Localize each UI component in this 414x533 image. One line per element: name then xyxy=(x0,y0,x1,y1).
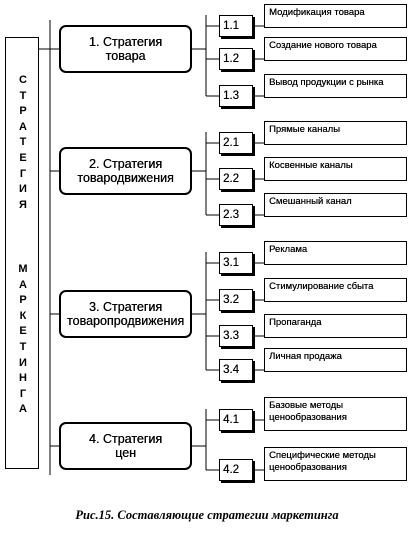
item-number-box: 2.1 xyxy=(219,132,253,154)
title-letter: Г xyxy=(19,387,27,400)
title-letter: Т xyxy=(19,89,27,102)
title-letter: И xyxy=(19,356,27,369)
strategy-label-line: товаропродвижения xyxy=(66,314,185,328)
title-letter: А xyxy=(19,120,27,133)
item-label-line: ценообразования xyxy=(269,412,347,423)
strategy-label-line: 1. Стратегия xyxy=(88,35,163,49)
title-letter: Т xyxy=(19,136,27,149)
title-letter: А xyxy=(19,403,27,416)
item-label-line: Модификация товара xyxy=(269,7,365,18)
strategy-label-line: товара xyxy=(105,49,146,63)
strategy-label-line: товародвижения xyxy=(77,171,174,185)
strategy-label-line: цен xyxy=(115,446,136,460)
item-label-line: ценообразования xyxy=(269,462,347,473)
item-number-box: 4.2 xyxy=(219,459,253,481)
strategy-promotion-box xyxy=(59,290,192,338)
item-label-line: Прямые каналы xyxy=(269,124,340,135)
strategy-price-box xyxy=(59,422,192,470)
item-number-box: 2.2 xyxy=(219,168,253,190)
title-letter: Р xyxy=(19,294,27,307)
item-label-box xyxy=(264,348,407,372)
strategy-label-line: 3. Стратегия xyxy=(88,300,163,314)
title-letter: Е xyxy=(19,325,27,338)
item-label-box xyxy=(264,193,407,217)
item-label-box xyxy=(264,241,407,265)
item-label-box xyxy=(264,397,407,431)
item-label-box xyxy=(264,447,407,481)
strategy-label-line: 4. Стратегия xyxy=(88,432,163,446)
item-label-line: Пропаганда xyxy=(269,317,322,328)
title-letter: Г xyxy=(19,167,27,180)
item-label-line: Стимулирование сбыта xyxy=(269,281,374,292)
item-number-box: 3.3 xyxy=(219,325,253,347)
title-letter: С xyxy=(19,74,27,86)
figure-caption: Рис.15. Составляющие стратегии маркетинга xyxy=(75,508,339,522)
item-number-box: 1.3 xyxy=(219,85,253,107)
item-label-line: Личная продажа xyxy=(269,351,342,362)
item-number-box: 2.3 xyxy=(219,204,253,226)
item-number-box: 4.1 xyxy=(219,409,253,431)
item-label-box xyxy=(264,4,407,28)
item-label-line: Создание нового товара xyxy=(269,40,377,51)
title-letter: А xyxy=(19,278,27,291)
title-letter: Р xyxy=(19,105,27,118)
item-number-box: 3.2 xyxy=(219,289,253,311)
title-letter: Т xyxy=(19,341,27,353)
item-label-box xyxy=(264,278,407,302)
item-number-box: 3.1 xyxy=(219,252,253,274)
item-number-box: 3.4 xyxy=(219,359,253,381)
item-label-line: Косвенные каналы xyxy=(269,160,353,171)
title-letter: Е xyxy=(19,152,27,164)
item-label-line: Смешанный канал xyxy=(269,196,352,207)
item-label-box xyxy=(264,314,407,338)
title-letter: М xyxy=(18,263,28,275)
item-number-box: 1.2 xyxy=(219,48,253,70)
item-label-line: Базовые методы xyxy=(269,400,343,411)
item-label-line: Вывод продукции с рынка xyxy=(269,77,384,88)
strategy-label-line: 2. Стратегия xyxy=(88,157,163,171)
marketing-strategy-box xyxy=(5,37,39,469)
title-letter: Н xyxy=(19,372,27,385)
title-letter: К xyxy=(19,309,27,322)
title-letter: И xyxy=(19,183,27,196)
item-number-box: 1.1 xyxy=(219,15,253,37)
item-label-box xyxy=(264,121,407,145)
strategy-product-box xyxy=(59,25,192,73)
item-label-line: Специфические методы xyxy=(269,450,376,461)
strategy-distribution-box xyxy=(59,147,192,195)
item-label-box xyxy=(264,37,407,61)
item-label-line: Реклама xyxy=(269,244,308,255)
title-letter: Я xyxy=(19,198,27,211)
item-label-box xyxy=(264,74,407,98)
item-label-box xyxy=(264,157,407,181)
